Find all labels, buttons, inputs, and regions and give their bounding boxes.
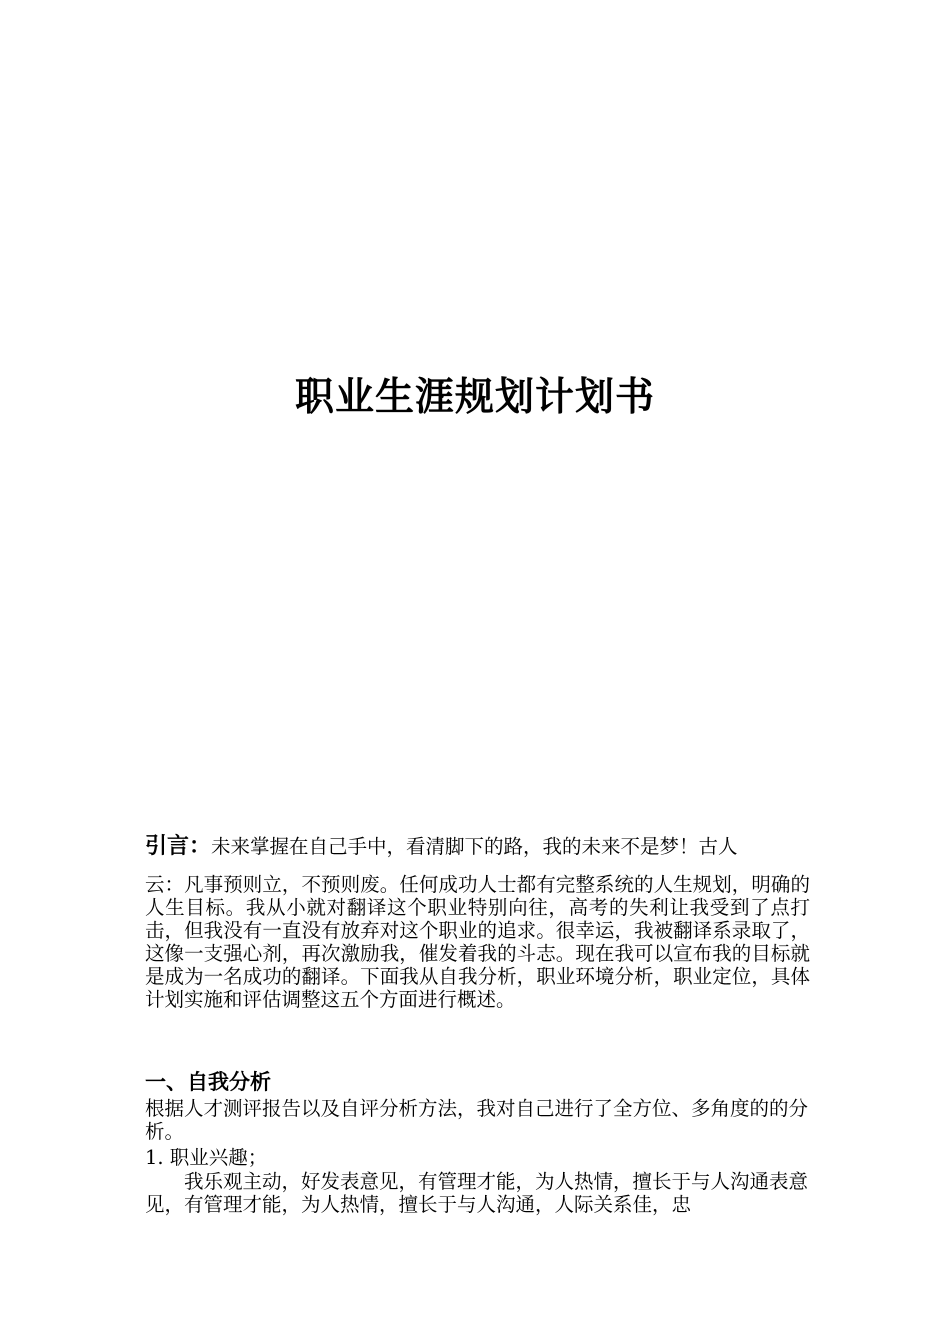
section-paragraph: 根据人才测评报告以及自评分析方法，我对自己进行了全方位、多角度的的分析。 [145, 1097, 809, 1143]
section-heading-self-analysis: 一、自我分析 [145, 1070, 271, 1094]
subsection-heading-career-interest: 1. 职业兴趣； [145, 1146, 268, 1169]
intro-paragraph: 云：凡事预则立，不预则废。任何成功人士都有完整系统的人生规划，明确的人生目标。我从小就对翻译这个职业特别向往，高考的失利让我受到了点打击，但我没有一直没有放弃对这个职业的追求。很幸运，我被翻译系录取了，这像一支强心剂，再次激励我，催发着我的斗志。现在我可以宣布我的目标就是成为一名成功的翻译。下面我从自我分析，职业环境分析，职业定位，具体计划实施和评估调整这五个方面进行概述。 [145, 873, 810, 1011]
intro-first-line-text: 未来掌握在自己手中，看清脚下的路，我的未来不是梦！古人 [211, 835, 738, 858]
intro-label: 引言： [145, 834, 212, 859]
document-title: 职业生涯规划计划书 [294, 375, 655, 420]
subsection-paragraph: 我乐观主动，好发表意见，有管理才能，为人热情，擅长于与人沟通表意见，有管理才能，为人热情，擅长于与人沟通，人际关系佳，忠 [145, 1170, 809, 1216]
intro-first-line [145, 832, 810, 862]
